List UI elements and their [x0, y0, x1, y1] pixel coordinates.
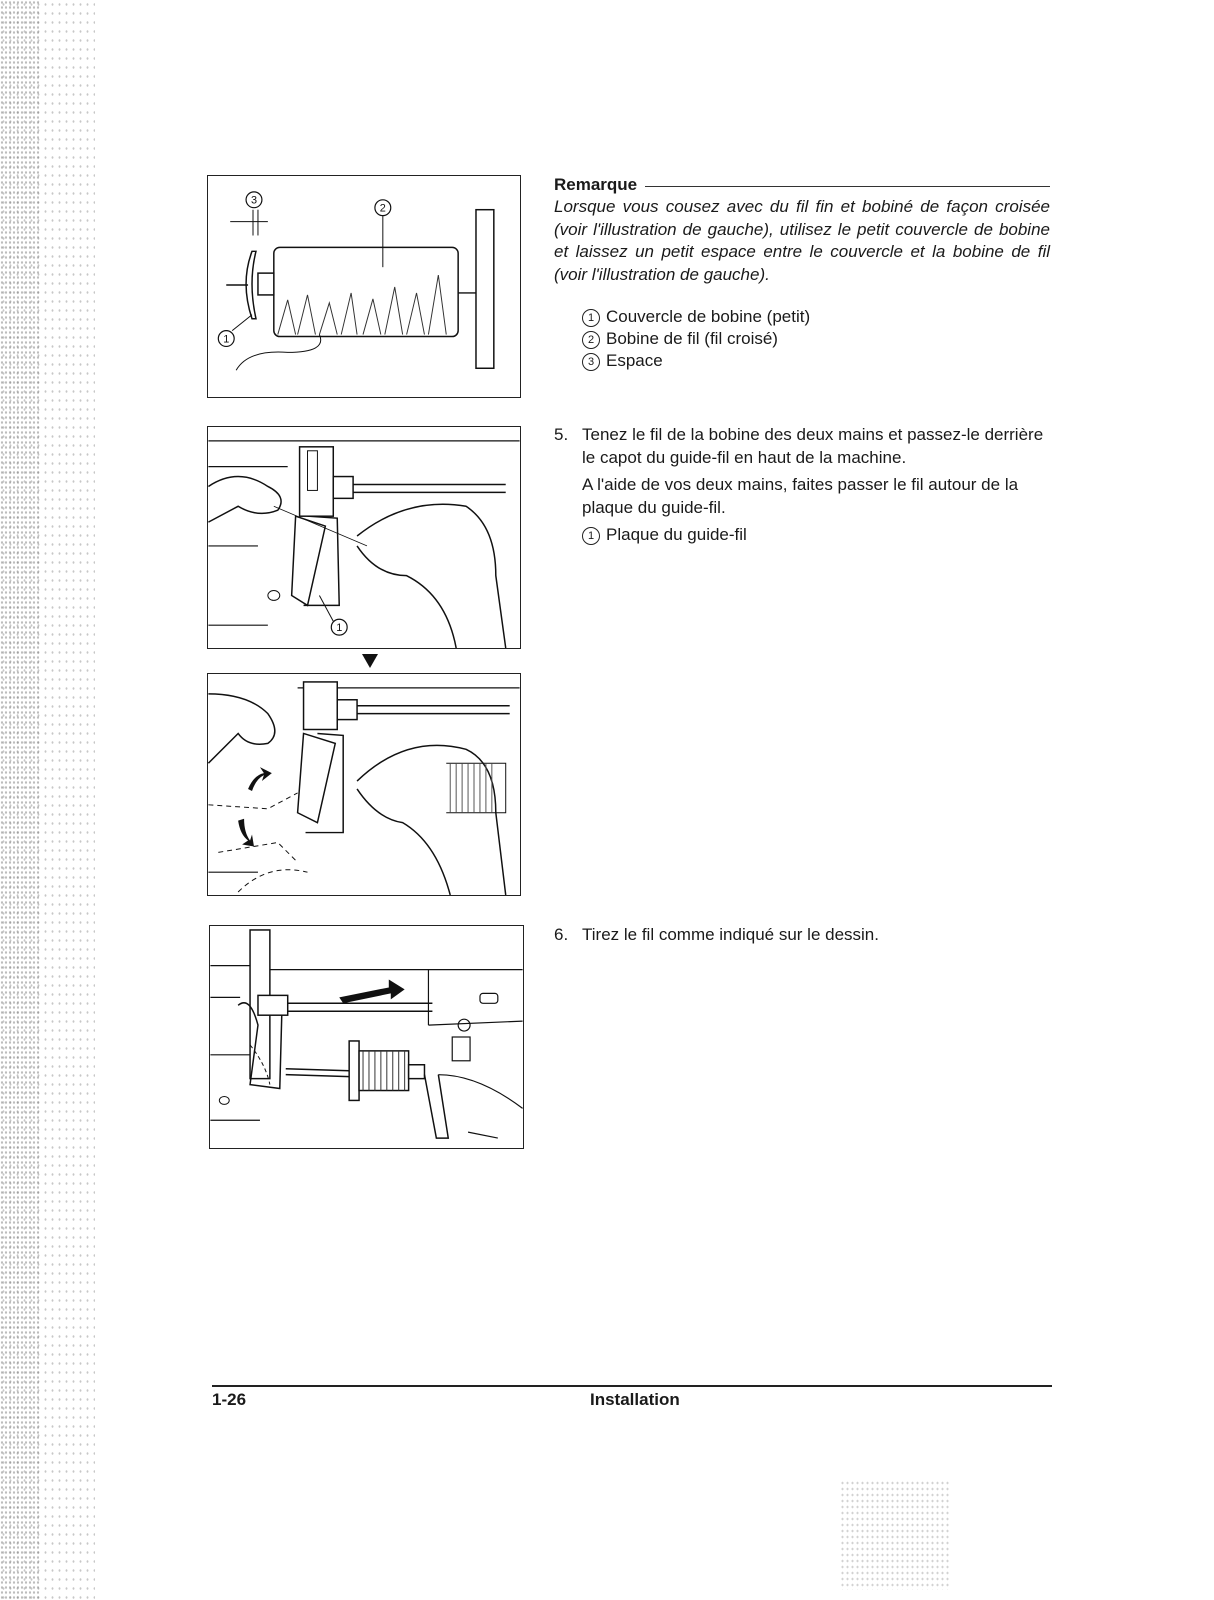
note-title [554, 175, 1050, 195]
note-legend-2 [582, 328, 778, 351]
fig1-label-3: 3 [250, 194, 258, 207]
note-legend-1 [582, 306, 810, 329]
step-6-text: Tirez le fil comme indiqué sur le dessin. [582, 925, 879, 944]
legend-label-2: Bobine de fil (fil croisé) [606, 329, 778, 348]
sequence-arrow-icon [362, 654, 378, 668]
note-title-text: Remarque [554, 175, 638, 194]
fig2-label-1: 1 [336, 622, 343, 635]
figure-thread-guide-1 [207, 426, 521, 649]
step-5-number: 5. [554, 425, 569, 444]
step-5-subtext: A l'aide de vos deux mains, faites passer le fil autour de la plaque du guide-fil. [582, 475, 1019, 517]
footer-section-title: Installation [590, 1390, 680, 1409]
footer-rule [212, 1385, 1052, 1387]
legend-label-1: Couvercle de bobine (petit) [606, 307, 811, 326]
step-5-legend [582, 524, 1054, 547]
step-5-legend-label: Plaque du guide-fil [606, 525, 747, 544]
step-5-text: Tenez le fil de la bobine des deux mains et passez-le derrière le capot du guide-fil en haut de la machine. [582, 425, 1044, 467]
legend-number-3: 3 [582, 353, 600, 371]
scan-noise-bottom [840, 1480, 950, 1590]
legend-number-2: 2 [582, 331, 600, 349]
thread-guide-illustration-1 [208, 427, 520, 648]
legend-number-1: 1 [582, 309, 600, 327]
note-legend-3 [582, 350, 663, 373]
step-5 [554, 424, 1054, 547]
legend-label-3: Espace [606, 351, 663, 370]
thread-guide-illustration-2 [208, 674, 520, 895]
step-6-number: 6. [554, 925, 569, 944]
figure-spool-cap [207, 175, 521, 398]
figure-pull-thread [209, 925, 524, 1149]
footer-page-number: 1-26 [212, 1390, 247, 1409]
spool-cap-illustration [208, 176, 520, 397]
pull-thread-illustration [210, 926, 523, 1148]
step-6 [554, 924, 1054, 947]
step-5-legend-number: 1 [582, 527, 600, 545]
figure-thread-guide-2 [207, 673, 521, 896]
fig1-label-2: 2 [379, 202, 386, 215]
scan-noise-edge [0, 0, 40, 1600]
fig1-label-1: 1 [223, 333, 230, 346]
note-body: Lorsque vous cousez avec du fil fin et bobiné de façon croisée (voir l'illustration de gauche), utilisez le petit couvercle de bobine et laissez un petit espace entre le couvercle et la bobine de fil (voir l'illustration de gauche). [554, 197, 1050, 284]
note-title-rule [645, 186, 1050, 187]
